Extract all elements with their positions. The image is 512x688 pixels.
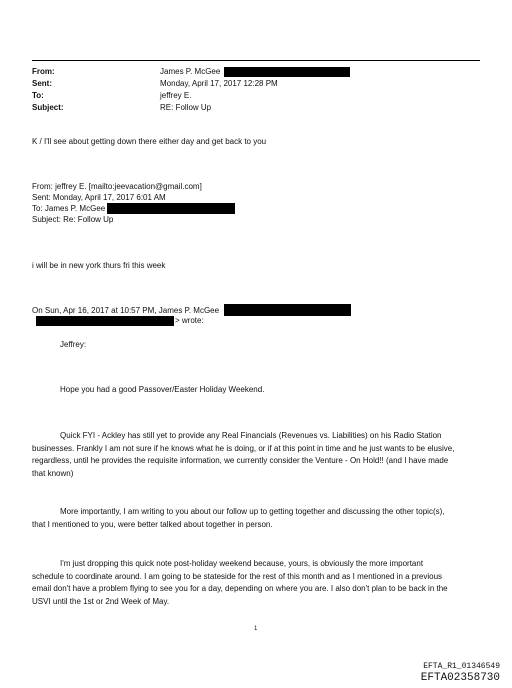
paragraph-line: schedule to coordinate around. I am going to be stateside for the rest of this month and as I mentioned in a previous [32,571,443,581]
paragraph-3 [32,506,445,531]
sent-value: Monday, April 17, 2017 12:28 PM [160,79,278,88]
quoted-body: i will be in new york thurs fri this week [32,261,166,270]
paragraph-line: I'm just dropping this quick note post-holiday weekend because, yours, is obviously the more important [60,559,424,568]
from-label: From: [32,67,55,76]
sent-label: Sent: [32,79,52,88]
redaction-box [224,304,351,316]
paragraph-line: regardless, until he provides the requisite information, we currently consider the Venture - On Hold!! (and I have made [32,456,449,465]
subject-label: Subject: [32,103,64,112]
paragraph-line: that I mentioned to you, were better talked about together in person. [32,519,273,529]
greeting: Jeffrey: [60,340,87,349]
paragraph-2 [32,430,454,480]
redaction-box [107,203,235,214]
paragraph-line: businesses. Frankly I am not sure if he knows what he is doing, or if at this point in time and he just wants to be elusive, [32,443,455,453]
wrote-label: > wrote: [175,316,204,325]
reply-body: K / I'll see about getting down there either day and get back to you [32,137,267,146]
subject-value: RE: Follow Up [160,103,212,112]
paragraph-line: Quick FYI - Ackley has still yet to provide any Real Financials (Revenues vs. Liabilities) on his Radio Station [60,431,442,440]
paragraph-line: More importantly, I am writing to you about our follow up to getting together and discussing the other topic(s), [60,507,445,516]
quoted-from-line: From: jeffrey E. [mailto:jeevacation@gmail.com] [32,182,202,191]
paragraph-line: USVI until the 1st or 2nd Week of May. [32,596,170,606]
footer-id-large: EFTA02358730 [420,672,500,684]
footer-id-small: EFTA_R1_01346549 [423,662,500,671]
paragraph-1: Hope you had a good Passover/Easter Holiday Weekend. [60,385,265,394]
redaction-box [36,316,174,326]
on-date-line: On Sun, Apr 16, 2017 at 10:57 PM, James P. McGee [32,306,220,315]
paragraph-line: email don't have a problem flying to see you for a day, depending on where you are. I also don't plan to be back in the [32,584,448,593]
paragraph-line: that known) [32,468,74,478]
redaction-box [224,67,350,77]
to-value: jeffrey E. [160,91,192,100]
from-value: James P. McGee [160,67,221,76]
header-divider [32,60,480,61]
paragraph-4 [32,558,448,608]
page-number: 1 [254,626,258,632]
quoted-sent-line: Sent: Monday, April 17, 2017 6:01 AM [32,193,166,202]
quoted-subject-line: Subject: Re: Follow Up [32,215,114,224]
quoted-to-line: To: James P. McGee [32,204,106,213]
to-label: To: [32,91,44,100]
